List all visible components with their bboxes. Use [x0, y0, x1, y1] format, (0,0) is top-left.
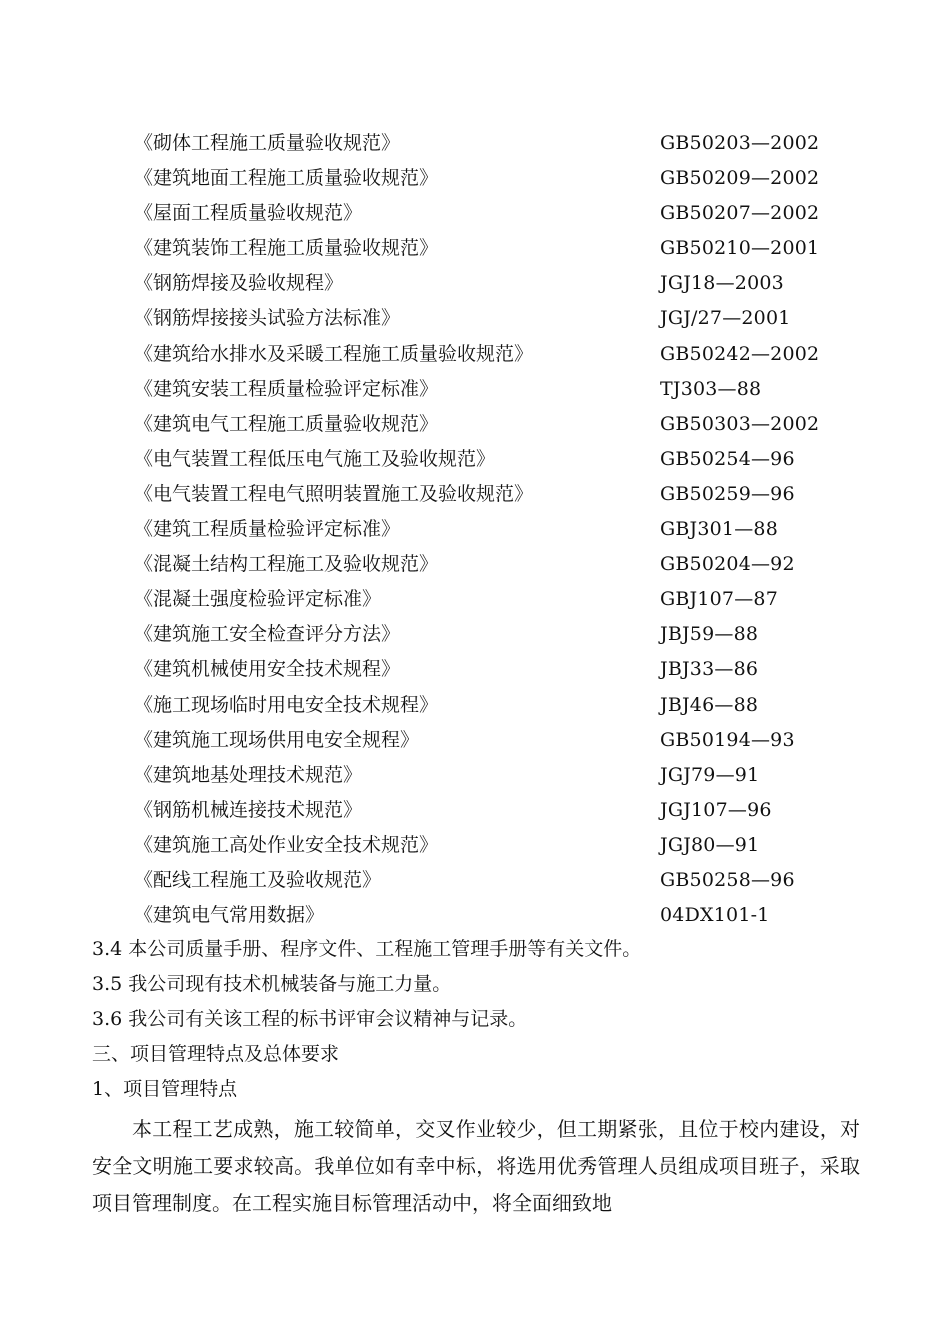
standard-code: GB50259—96: [660, 482, 795, 505]
standard-row: [0, 652, 950, 687]
standard-code: JGJ79—91: [660, 763, 760, 786]
standard-row: [0, 898, 950, 933]
standard-code: JGJ107—96: [660, 798, 772, 821]
standard-title: 《建筑施工安全检查评分方法》: [134, 623, 401, 646]
standard-code: GB50203—2002: [660, 132, 820, 154]
standard-title: 《建筑施工现场供用电安全规程》: [134, 728, 420, 751]
paragraph: 本工程工艺成熟，施工较简单，交叉作业较少，但工期紧张，且位于校内建设，对安全文明施工要求较高。我单位如有幸中标，将选用优秀管理人员组成项目班子，采取项目管理制度。在工程实施目标管理活动中，将全面细致地: [92, 1117, 860, 1216]
standard-title: 《建筑机械使用安全技术规程》: [134, 658, 401, 681]
standard-title: 《建筑地面工程施工质量验收规范》: [134, 167, 439, 190]
standard-row: [0, 688, 950, 723]
standard-row: [0, 512, 950, 547]
standard-row: [0, 231, 950, 266]
standard-title: 《钢筋焊接及验收规程》: [134, 272, 344, 295]
standard-row: [0, 161, 950, 196]
standard-title: 《砌体工程施工质量验收规范》: [134, 132, 401, 154]
body-text: [92, 932, 872, 1222]
standard-row: [0, 477, 950, 512]
standard-title: 《电气装置工程低压电气施工及验收规范》: [134, 447, 496, 470]
standard-title: 《钢筋机械连接技术规范》: [134, 798, 363, 821]
standard-code: GB50194—93: [660, 728, 795, 751]
standard-title: 《建筑装饰工程施工质量验收规范》: [134, 237, 439, 260]
standard-row: [0, 372, 950, 407]
section-heading: 三、项目管理特点及总体要求: [92, 1043, 340, 1066]
standard-title: 《钢筋焊接接头试验方法标准》: [134, 307, 401, 330]
standard-code: GB50258—96: [660, 868, 795, 891]
subsection-heading: 1、项目管理特点: [92, 1078, 238, 1101]
standard-title: 《建筑给水排水及采暖工程施工质量验收规范》: [134, 342, 534, 365]
standard-code: GBJ107—87: [660, 588, 778, 611]
standard-title: 《建筑施工高处作业安全技术规范》: [134, 833, 439, 856]
standard-code: GBJ301—88: [660, 518, 778, 541]
standard-code: 04DX101-1: [660, 904, 770, 927]
standard-code: GB50303—2002: [660, 412, 820, 435]
standard-row: [0, 126, 950, 161]
standard-code: TJ303—88: [660, 377, 762, 400]
standard-row: [0, 266, 950, 301]
standard-title: 《电气装置工程电气照明装置施工及验收规范》: [134, 482, 534, 505]
standard-row: [0, 582, 950, 617]
standard-code: JBJ59—88: [660, 623, 759, 646]
standard-row: [0, 617, 950, 652]
standard-title: 《建筑电气工程施工质量验收规范》: [134, 412, 439, 435]
standard-title: 《施工现场临时用电安全技术规程》: [134, 693, 439, 716]
standard-code: GB50207—2002: [660, 202, 820, 225]
item-3-5: 3.5 我公司现有技术机械装备与施工力量。: [92, 973, 452, 996]
standard-row: [0, 301, 950, 336]
standard-row: [0, 758, 950, 793]
standard-title: 《建筑安装工程质量检验评定标准》: [134, 377, 439, 400]
standard-title: 《建筑地基处理技术规范》: [134, 763, 363, 786]
item-3-6: 3.6 我公司有关该工程的标书评审会议精神与记录。: [92, 1008, 528, 1031]
standard-title: 《建筑电气常用数据》: [134, 904, 325, 927]
standard-code: GB50210—2001: [660, 237, 820, 260]
standard-code: GB50209—2002: [660, 167, 820, 190]
standard-row: [0, 723, 950, 758]
standard-code: JBJ46—88: [660, 693, 759, 716]
standard-title: 《混凝土结构工程施工及验收规范》: [134, 553, 439, 576]
standard-title: 《混凝土强度检验评定标准》: [134, 588, 382, 611]
standard-code: JBJ33—86: [660, 658, 759, 681]
standard-title: 《配线工程施工及验收规范》: [134, 868, 382, 891]
standards-list: [0, 126, 950, 933]
standard-row: [0, 547, 950, 582]
standard-code: GB50242—2002: [660, 342, 820, 365]
standard-code: GB50254—96: [660, 447, 795, 470]
standard-title: 《屋面工程质量验收规范》: [134, 202, 363, 225]
standard-code: JGJ18—2003: [660, 272, 784, 295]
item-3-4: 3.4 本公司质量手册、程序文件、工程施工管理手册等有关文件。: [92, 938, 642, 960]
standard-title: 《建筑工程质量检验评定标准》: [134, 518, 401, 541]
standard-row: [0, 828, 950, 863]
standard-row: [0, 442, 950, 477]
standard-row: [0, 196, 950, 231]
standard-row: [0, 337, 950, 372]
standard-row: [0, 863, 950, 898]
standard-row: [0, 793, 950, 828]
standard-code: JGJ/27—2001: [660, 307, 791, 330]
standard-row: [0, 407, 950, 442]
standard-code: JGJ80—91: [660, 833, 760, 856]
standard-code: GB50204—92: [660, 553, 795, 576]
